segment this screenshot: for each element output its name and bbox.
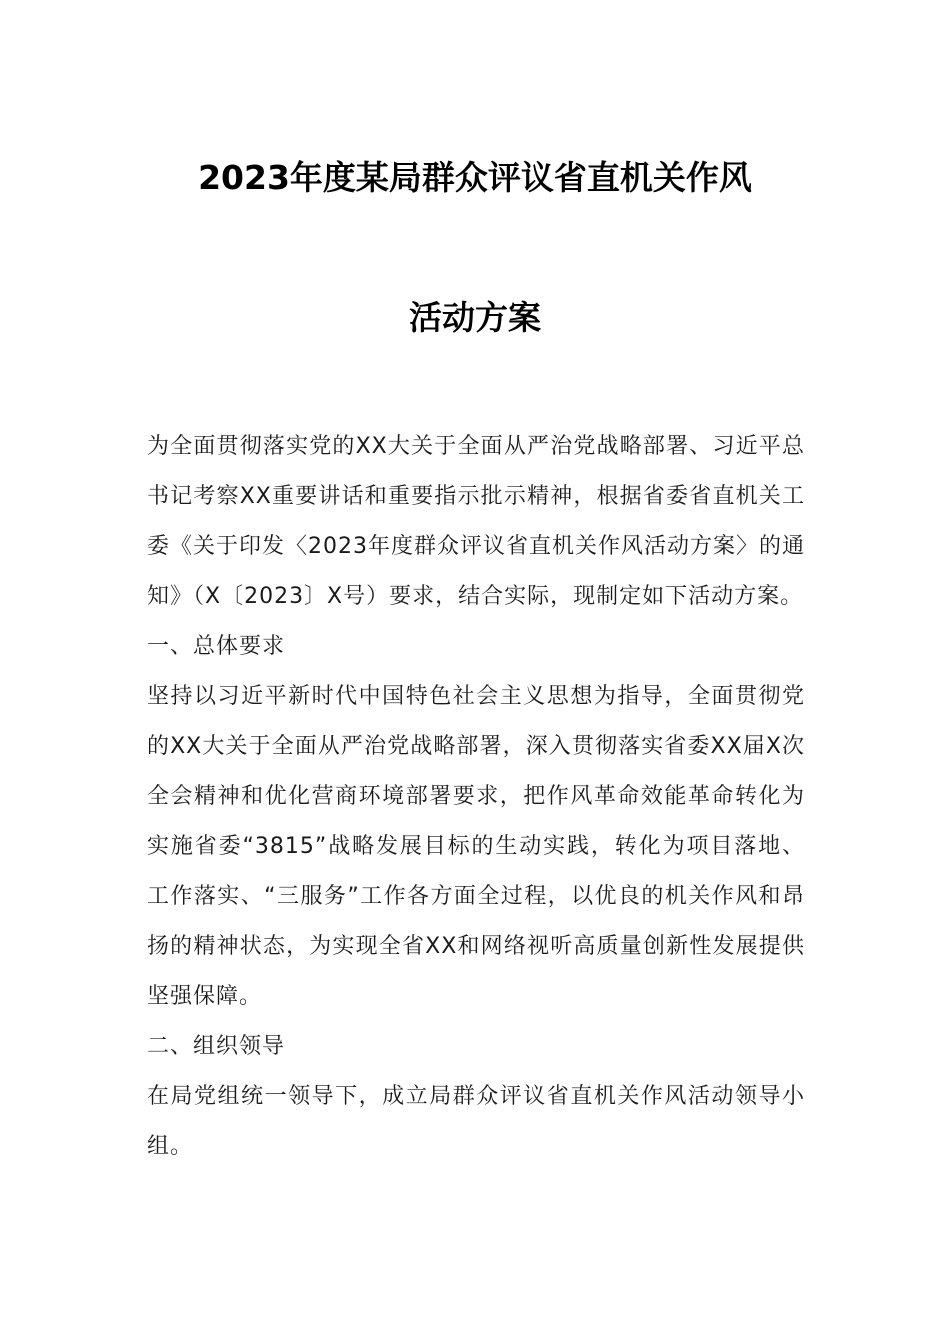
section-1-heading: 一、总体要求	[147, 634, 286, 659]
document-body	[147, 422, 805, 1172]
section-1-paragraph: 坚持以习近平新时代中国特色社会主义思想为指导，全面贯彻党的XX大关于全面从严治党战略部署，深入贯彻落实省委XX届X次全会精神和优化营商环境部署要求，把作风革命效能革命转化为实施省委“3815”战略发展目标的生动实践，转化为项目落地、工作落实、“三服务”工作各方面全过程，以优良的机关作风和昂扬的精神状态，为实现全省XX和网络视听高质量创新性发展提供坚强保障。	[147, 684, 805, 1009]
document-title-line-1: 2023年度某局群众评议省直机关作风	[198, 158, 752, 197]
document-title-line-2: 活动方案	[409, 298, 541, 337]
section-2-heading: 二、组织领导	[147, 1034, 286, 1059]
intro-paragraph: 为全面贯彻落实党的XX大关于全面从严治党战略部署、习近平总书记考察XX重要讲话和重要指示批示精神，根据省委省直机关工委《关于印发〈2023年度群众评议省直机关作风活动方案〉的通知》（X〔2023〕X号）要求，结合实际，现制定如下活动方案。	[147, 434, 805, 609]
section-2-paragraph: 在局党组统一领导下，成立局群众评议省直机关作风活动领导小组。	[147, 1084, 805, 1159]
